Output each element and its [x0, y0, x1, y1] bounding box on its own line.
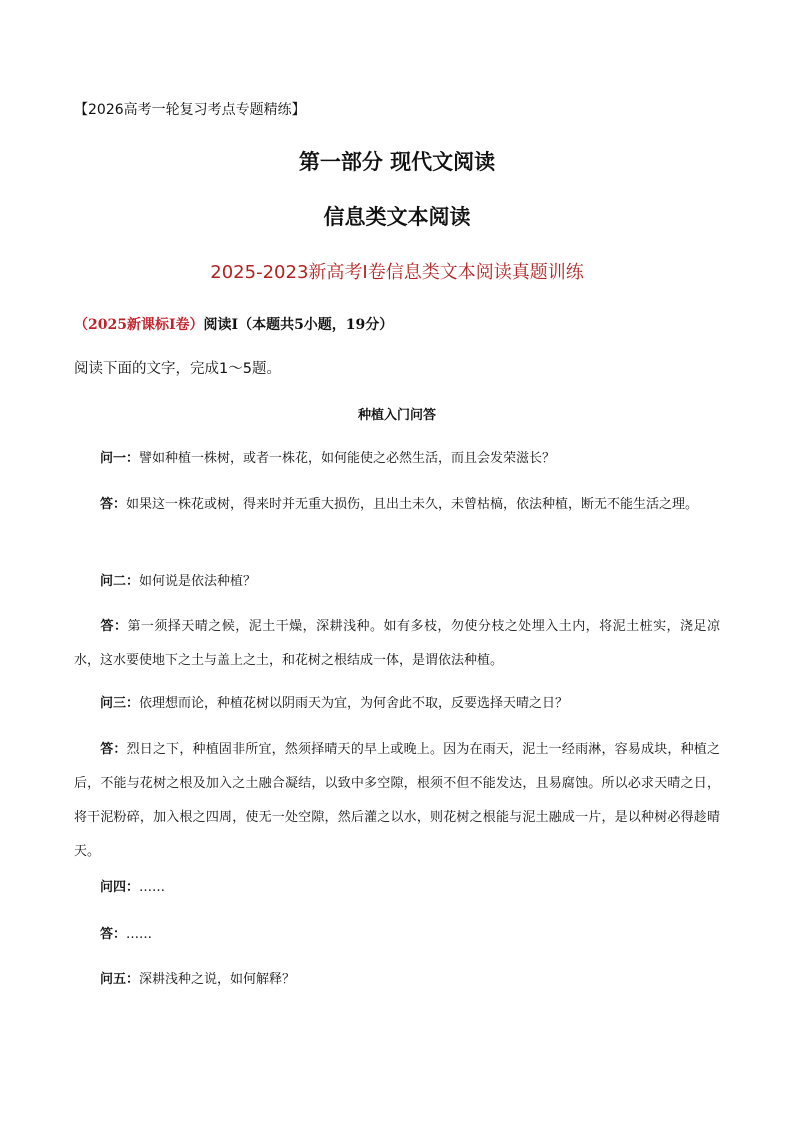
- question-text: 如何说是依法种植？: [139, 574, 257, 589]
- part-title: 第一部分 现代文阅读: [298, 150, 496, 174]
- question-3: [74, 687, 720, 721]
- answer-label: 答：: [100, 927, 127, 942]
- question-text: 依理想而论，种植花树以阴雨天为宜，为何舍此不取，反要选择天晴之日？: [139, 696, 569, 711]
- section-heading: [74, 314, 393, 334]
- question-text: 譬如种植一株树，或者一株花，如何能使之必然生活，而且会发荣滋长？: [139, 451, 556, 466]
- question-5: [74, 963, 720, 997]
- question-label: 问一：: [100, 451, 140, 466]
- answer-4: [74, 918, 720, 952]
- series-tag: 【2026高考一轮复习考点专题精练】: [74, 102, 306, 118]
- reading-instruction: 阅读下面的文字，完成1～5题。: [74, 361, 281, 377]
- section-label: 阅读Ⅰ（本题共5小题，19分）: [203, 317, 394, 333]
- answer-label: 答：: [100, 497, 127, 512]
- question-text: 深耕浅种之说，如何解释？: [139, 972, 296, 987]
- question-2: [74, 565, 720, 599]
- article-title: 种植入门问答: [357, 408, 436, 423]
- answer-2: [74, 610, 720, 678]
- question-label: 问四：: [100, 880, 140, 895]
- answer-text: 第一须择天晴之候，泥土干燥，深耕浅种。如有多枝，勿使分枝之处埋入土内，将泥土桩实，浇足凉水，这水要使地下之土与盖上之土，和花树之根结成一体，是谓依法种植。: [74, 619, 720, 668]
- section-source: （2025新课标Ⅰ卷）: [74, 317, 204, 333]
- exam-subtitle: 2025-2023新高考Ⅰ卷信息类文本阅读真题训练: [210, 262, 584, 283]
- question-1: [74, 442, 720, 476]
- answer-text: 如果这一株花或树，得来时并无重大损伤，且出土未久，未曾枯槁，依法种植，断无不能生活之理。: [126, 497, 699, 512]
- question-text: ……: [139, 880, 166, 895]
- answer-label: 答：: [100, 619, 128, 634]
- answer-1: [74, 488, 720, 522]
- question-label: 问二：: [100, 574, 140, 589]
- topic-title: 信息类文本阅读: [323, 205, 471, 229]
- answer-text: ……: [126, 927, 153, 942]
- answer-3: [74, 733, 720, 869]
- answer-text: 烈日之下，种植固非所宜，然须择晴天的早上或晚上。因为在雨天，泥土一经雨淋，容易成块，种植之后，不能与花树之根及加入之土融合凝结，以致中多空隙，根须不但不能发达，且易腐蚀。所以必求天晴之日，将干泥粉碎，加入根之四周，使无一处空隙，然后灌之以水，则花树之根能与泥土融成一片，是以种树必得趁晴天。: [74, 742, 720, 859]
- question-label: 问三：: [100, 696, 140, 711]
- question-4: [74, 871, 720, 905]
- answer-label: 答：: [100, 742, 127, 757]
- question-label: 问五：: [100, 972, 140, 987]
